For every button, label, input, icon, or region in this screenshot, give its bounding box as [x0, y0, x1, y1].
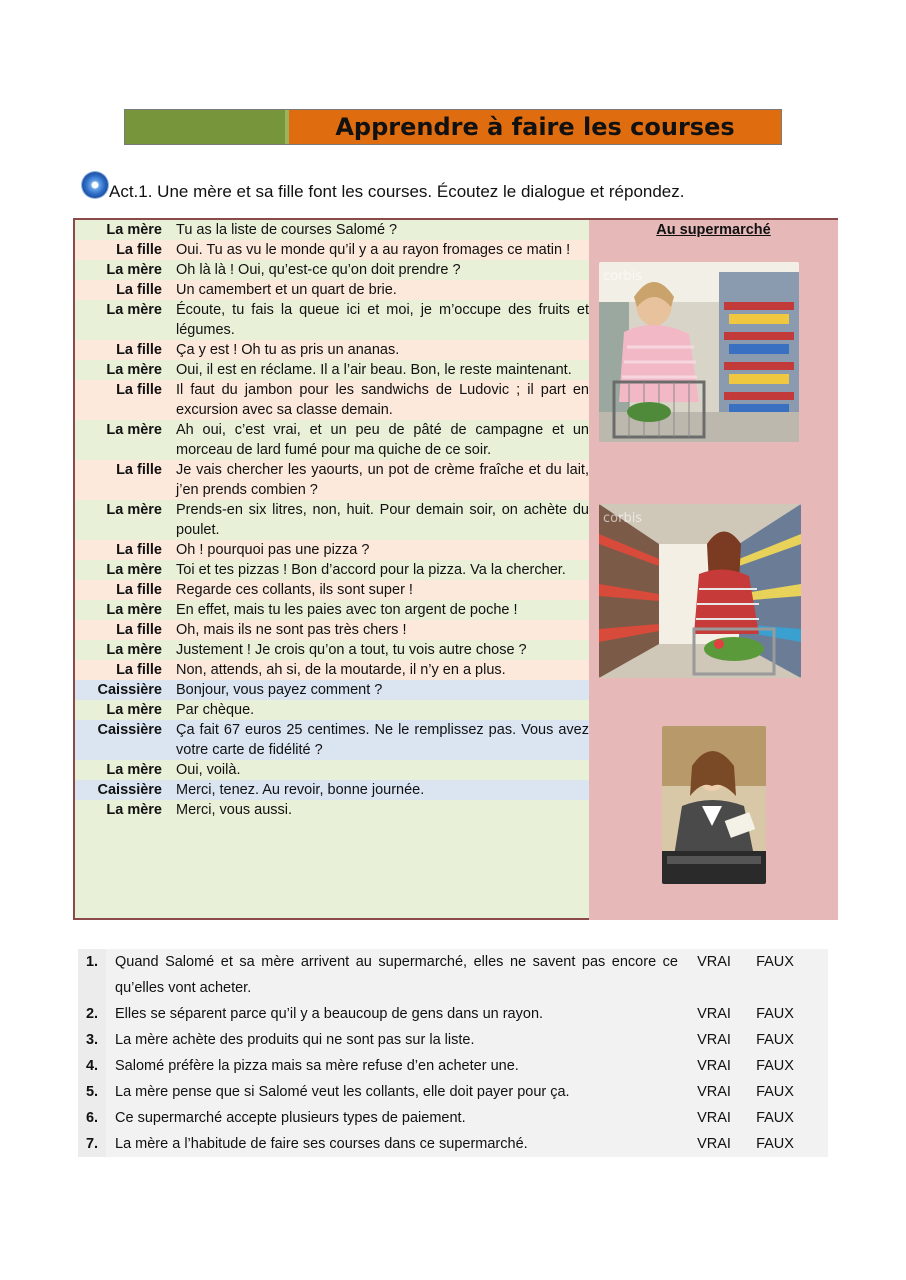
faux-option[interactable]: FAUX	[756, 1006, 794, 1022]
dialog-speaker: La mère	[106, 702, 162, 718]
quiz-question	[78, 1105, 828, 1131]
dialog-line: Je vais chercher les yaourts, un pot de crème fraîche et du lait, j’en prends combien ?	[176, 462, 589, 498]
dialog-speaker: La mère	[106, 642, 162, 658]
dialog-row	[75, 800, 589, 820]
quiz-question	[78, 1053, 828, 1079]
dialog-row	[75, 540, 589, 560]
cashier-photo	[662, 726, 766, 884]
dialog-speaker: Caissière	[97, 682, 162, 698]
girl-shopping-aisle-photo	[599, 504, 801, 678]
question-text: Ce supermarché accepte plusieurs types de paiement.	[115, 1110, 466, 1126]
dialog-line: Oh là là ! Oui, qu’est-ce qu’on doit prendre ?	[176, 262, 461, 278]
picture-column	[589, 220, 838, 920]
dialog-speaker: La fille	[116, 662, 162, 678]
dialog-row	[75, 580, 589, 600]
question-number: 7.	[78, 1131, 106, 1157]
quiz-question	[78, 1131, 828, 1157]
dialog-speaker: La mère	[106, 362, 162, 378]
dialog-row	[75, 680, 589, 700]
dialog-speaker: La mère	[106, 302, 162, 318]
dialog-row	[75, 460, 589, 500]
dialog-line: Prends-en six litres, non, huit. Pour demain soir, on achète du poulet.	[176, 502, 589, 538]
vrai-option[interactable]: VRAI	[697, 1084, 731, 1100]
dialog-rows	[75, 220, 589, 820]
dialog-speaker: La mère	[106, 562, 162, 578]
dialog-line: En effet, mais tu les paies avec ton argent de poche !	[176, 602, 518, 618]
dialog-row	[75, 380, 589, 420]
vrai-option[interactable]: VRAI	[697, 1032, 731, 1048]
dialog-row	[75, 300, 589, 340]
dialog-row	[75, 260, 589, 280]
dialog-row	[75, 780, 589, 800]
dialog-speaker: La mère	[106, 602, 162, 618]
dialog-speaker: La mère	[106, 422, 162, 438]
dialog-speaker: La fille	[116, 342, 162, 358]
dialog-speaker: La fille	[116, 282, 162, 298]
photo-2-watermark: corbis	[603, 511, 643, 526]
question-text: La mère pense que si Salomé veut les collants, elle doit payer pour ça.	[115, 1084, 570, 1100]
dialog-row	[75, 700, 589, 720]
dialog-table	[73, 218, 838, 920]
dialog-speaker: La mère	[106, 502, 162, 518]
title-banner	[124, 109, 782, 145]
vrai-option[interactable]: VRAI	[697, 1136, 731, 1152]
dialog-speaker: La mère	[106, 262, 162, 278]
quiz-question	[78, 1001, 828, 1027]
question-number: 2.	[78, 1001, 106, 1027]
dialog-row	[75, 240, 589, 260]
faux-option[interactable]: FAUX	[756, 1058, 794, 1074]
picture-heading: Au supermarché	[656, 222, 771, 238]
dialog-row	[75, 360, 589, 380]
question-text: La mère a l’habitude de faire ses courses dans ce supermarché.	[115, 1136, 528, 1152]
dialog-row	[75, 720, 589, 760]
dialog-line: Oui. Tu as vu le monde qu’il y a au rayon fromages ce matin !	[176, 242, 571, 258]
photo-1-watermark: corbis	[603, 269, 643, 284]
dialog-line: Tu as la liste de courses Salomé ?	[176, 222, 398, 238]
dialog-speaker: La fille	[116, 542, 162, 558]
dialog-speaker: Caissière	[97, 722, 162, 738]
dialog-line: Ah oui, c’est vrai, et un peu de pâté de campagne et un morceau de lard fumé pour ma quiche de ce soir.	[176, 422, 589, 458]
dialog-line: Regarde ces collants, ils sont super !	[176, 582, 413, 598]
dialog-speaker: La mère	[106, 762, 162, 778]
dialog-line: Oui, il est en réclame. Il a l’air beau. Bon, le reste maintenant.	[176, 362, 572, 378]
dialog-speaker: La fille	[116, 242, 162, 258]
dialog-row	[75, 620, 589, 640]
question-text: Salomé préfère la pizza mais sa mère refuse d’en acheter une.	[115, 1058, 519, 1074]
page-title: Apprendre à faire les courses	[289, 110, 781, 144]
dialog-row	[75, 640, 589, 660]
vrai-option[interactable]: VRAI	[697, 1006, 731, 1022]
dialog-row	[75, 340, 589, 360]
quiz-question	[78, 1079, 828, 1105]
faux-option[interactable]: FAUX	[756, 1032, 794, 1048]
dialog-speaker: La mère	[106, 802, 162, 818]
dialog-row	[75, 600, 589, 620]
audio-cd-icon[interactable]	[82, 172, 108, 198]
dialog-speaker: La fille	[116, 582, 162, 598]
dialog-row	[75, 420, 589, 460]
question-number: 1.	[78, 949, 106, 1001]
dialog-line: Bonjour, vous payez comment ?	[176, 682, 383, 698]
dialog-line: Ça fait 67 euros 25 centimes. Ne le remplissez pas. Vous avez votre carte de fidélité ?	[176, 722, 589, 758]
vrai-option[interactable]: VRAI	[697, 954, 731, 970]
question-text: Elles se séparent parce qu’il y a beaucoup de gens dans un rayon.	[115, 1006, 544, 1022]
vrai-option[interactable]: VRAI	[697, 1058, 731, 1074]
title-banner-accent	[125, 110, 289, 144]
dialog-line: Justement ! Je crois qu’on a tout, tu vois autre chose ?	[176, 642, 527, 658]
dialog-speaker: La fille	[116, 462, 162, 478]
question-number: 3.	[78, 1027, 106, 1053]
dialog-line: Toi et tes pizzas ! Bon d’accord pour la pizza. Va la chercher.	[176, 562, 566, 578]
dialog-line: Non, attends, ah si, de la moutarde, il n’y en a plus.	[176, 662, 506, 678]
faux-option[interactable]: FAUX	[756, 1110, 794, 1126]
dialog-row	[75, 660, 589, 680]
quiz-question	[78, 1027, 828, 1053]
question-text: Quand Salomé et sa mère arrivent au supermarché, elles ne savent pas encore ce qu’elles vont acheter.	[115, 954, 678, 996]
dialog-line: Merci, vous aussi.	[176, 802, 293, 818]
question-number: 6.	[78, 1105, 106, 1131]
dialog-speaker: La mère	[106, 222, 162, 238]
activity-instruction	[82, 170, 685, 206]
dialog-line: Oh ! pourquoi pas une pizza ?	[176, 542, 370, 558]
faux-option[interactable]: FAUX	[756, 1084, 794, 1100]
question-number: 5.	[78, 1079, 106, 1105]
vrai-option[interactable]: VRAI	[697, 1110, 731, 1126]
dialog-row	[75, 560, 589, 580]
instruction-text: Act.1. Une mère et sa fille font les courses. Écoutez le dialogue et répondez.	[109, 182, 685, 201]
question-number: 4.	[78, 1053, 106, 1079]
dialog-line: Il faut du jambon pour les sandwichs de Ludovic ; il part en excursion avec sa classe demain.	[176, 382, 589, 418]
dialog-row	[75, 500, 589, 540]
question-text: La mère achète des produits qui ne sont pas sur la liste.	[115, 1032, 475, 1048]
dialog-line: Un camembert et un quart de brie.	[176, 282, 397, 298]
dialog-row	[75, 280, 589, 300]
dialog-speaker: Caissière	[97, 782, 162, 798]
dialog-line: Oh, mais ils ne sont pas très chers !	[176, 622, 407, 638]
woman-with-cart-photo	[599, 262, 799, 442]
dialog-speaker: La fille	[116, 382, 162, 398]
dialog-line: Oui, voilà.	[176, 762, 241, 778]
dialog-line: Par chèque.	[176, 702, 255, 718]
true-false-quiz	[78, 949, 828, 1157]
dialog-line: Écoute, tu fais la queue ici et moi, je m’occupe des fruits et légumes.	[176, 302, 589, 338]
dialog-row	[75, 220, 589, 240]
dialog-row	[75, 760, 589, 780]
quiz-question	[78, 949, 828, 1001]
dialog-line: Merci, tenez. Au revoir, bonne journée.	[176, 782, 425, 798]
dialog-speaker: La fille	[116, 622, 162, 638]
faux-option[interactable]: FAUX	[756, 954, 794, 970]
faux-option[interactable]: FAUX	[756, 1136, 794, 1152]
dialog-line: Ça y est ! Oh tu as pris un ananas.	[176, 342, 400, 358]
